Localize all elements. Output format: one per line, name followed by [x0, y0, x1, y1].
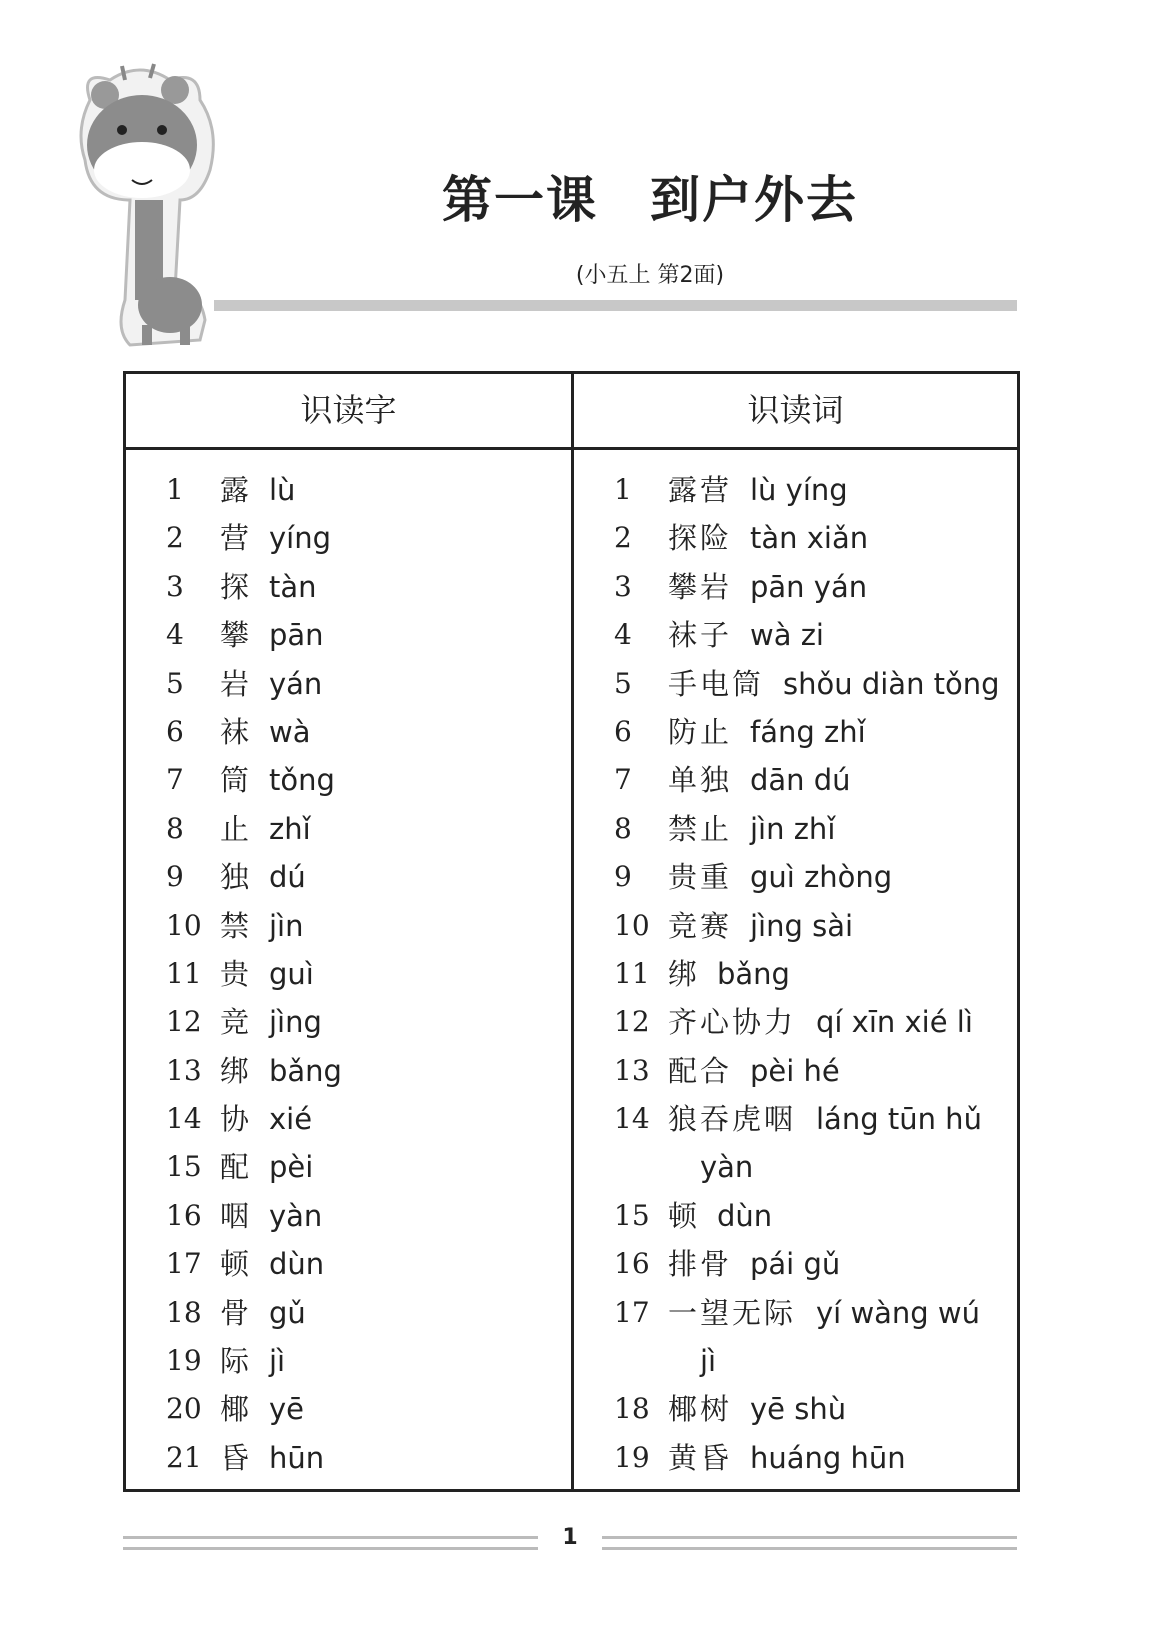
item-hanzi: 椰: [220, 1392, 253, 1427]
item-number: 15: [166, 1150, 202, 1184]
column-divider: [571, 374, 574, 1489]
list-item-continuation: [614, 1337, 1014, 1385]
list-item: [614, 611, 1014, 659]
lesson-title: 第一课 到户外去: [442, 171, 858, 229]
list-item-continuation: [614, 1143, 1014, 1191]
item-number: 8: [614, 811, 632, 845]
item-hanzi: 独: [220, 860, 253, 895]
vocab-table: [123, 371, 1020, 1492]
item-number: 15: [614, 1198, 650, 1232]
item-number: 21: [166, 1440, 202, 1474]
item-hanzi: 顿: [668, 1198, 701, 1233]
header-divider: [126, 447, 1017, 450]
list-item: [614, 998, 1014, 1046]
item-hanzi: 竞: [220, 1005, 253, 1040]
header-words: 识读词: [747, 391, 844, 429]
list-item: [614, 708, 1014, 756]
list-item: [166, 756, 556, 804]
item-number: 19: [614, 1440, 650, 1474]
item-pinyin: dān dú: [750, 763, 851, 798]
item-hanzi: 一望无际: [668, 1295, 797, 1330]
item-pinyin: yē shù: [750, 1392, 847, 1427]
item-pinyin-continued: jì: [700, 1344, 717, 1379]
item-number: 6: [166, 714, 184, 748]
list-item: [166, 1240, 556, 1288]
item-pinyin: lù: [269, 473, 296, 507]
item-hanzi: 骨: [220, 1295, 253, 1330]
item-pinyin: yē: [269, 1392, 305, 1427]
item-pinyin: xié: [269, 1102, 313, 1137]
list-item: [614, 1385, 1014, 1433]
item-pinyin: hūn: [269, 1440, 325, 1475]
words-list: [614, 466, 1014, 1482]
item-pinyin: wà: [269, 714, 311, 749]
item-number: 17: [614, 1295, 650, 1329]
item-hanzi: 贵: [220, 956, 253, 991]
giraffe-illustration: [70, 60, 230, 350]
item-pinyin: gǔ: [269, 1295, 306, 1330]
item-hanzi: 止: [220, 811, 253, 846]
item-pinyin: fáng zhǐ: [750, 714, 866, 749]
item-pinyin: yàn: [269, 1198, 323, 1233]
item-hanzi: 顿: [220, 1247, 253, 1282]
item-hanzi: 岩: [220, 666, 253, 701]
item-hanzi: 探险: [668, 521, 733, 556]
item-pinyin: jìn: [269, 908, 304, 943]
item-number: 9: [614, 860, 632, 894]
item-hanzi: 筒: [220, 763, 253, 798]
item-pinyin: jì: [269, 1344, 286, 1379]
item-pinyin: yán: [269, 666, 323, 701]
list-item: [166, 998, 556, 1046]
item-pinyin: shǒu diàn tǒng: [783, 666, 1000, 701]
title-rule: [214, 300, 1017, 311]
item-hanzi: 黄昏: [668, 1440, 733, 1475]
item-number: 12: [166, 1005, 202, 1039]
list-item: [166, 902, 556, 950]
list-item: [614, 902, 1014, 950]
item-number: 7: [614, 763, 632, 797]
item-hanzi: 齐心协力: [668, 1005, 797, 1040]
item-hanzi: 协: [220, 1102, 253, 1137]
item-hanzi: 排骨: [668, 1247, 733, 1282]
item-hanzi: 袜: [220, 714, 253, 749]
item-pinyin: huáng hūn: [750, 1440, 906, 1475]
list-item: [614, 563, 1014, 611]
item-pinyin: wà zi: [750, 618, 824, 653]
footer-rule-right: [602, 1536, 1017, 1550]
item-number: 12: [614, 1005, 650, 1039]
list-item: [614, 853, 1014, 901]
item-hanzi: 绑: [220, 1053, 253, 1088]
list-item: [166, 1192, 556, 1240]
item-number: 14: [166, 1102, 202, 1136]
item-pinyin-continued: yàn: [700, 1150, 754, 1185]
item-pinyin: dùn: [717, 1198, 773, 1233]
item-number: 8: [166, 811, 184, 845]
item-number: 14: [614, 1102, 650, 1136]
item-pinyin: zhǐ: [269, 811, 311, 846]
item-hanzi: 单独: [668, 763, 733, 798]
item-hanzi: 攀: [220, 618, 253, 653]
list-item: [166, 1385, 556, 1433]
item-number: 1: [614, 473, 632, 506]
list-item: [614, 756, 1014, 804]
item-pinyin: pèi hé: [750, 1053, 840, 1088]
list-item: [166, 1095, 556, 1143]
item-number: 18: [166, 1295, 202, 1329]
list-item: [166, 950, 556, 998]
item-pinyin: láng tūn hǔ: [816, 1102, 982, 1137]
item-hanzi: 防止: [668, 714, 733, 749]
list-item: [614, 1434, 1014, 1482]
item-number: 16: [166, 1198, 202, 1232]
item-hanzi: 袜子: [668, 618, 733, 653]
list-item: [614, 1047, 1014, 1095]
item-number: 5: [166, 666, 184, 700]
item-hanzi: 营: [220, 521, 253, 556]
list-item: [166, 514, 556, 562]
list-item: [166, 660, 556, 708]
item-hanzi: 贵重: [668, 860, 733, 895]
item-pinyin: tàn xiǎn: [750, 521, 869, 556]
item-number: 1: [166, 473, 184, 506]
item-hanzi: 椰树: [668, 1392, 733, 1427]
list-item: [614, 660, 1014, 708]
item-pinyin: jìng sài: [750, 908, 854, 943]
list-item: [166, 1289, 556, 1337]
item-number: 6: [614, 714, 632, 748]
list-item: [614, 514, 1014, 562]
list-item: [166, 1047, 556, 1095]
list-item: [166, 853, 556, 901]
item-pinyin: guì: [269, 956, 314, 991]
header-characters: 识读字: [300, 391, 397, 429]
item-number: 4: [614, 618, 632, 652]
item-pinyin: pái gǔ: [750, 1247, 841, 1282]
item-hanzi: 禁止: [668, 811, 733, 846]
item-number: 13: [166, 1053, 202, 1087]
item-pinyin: jìng: [269, 1005, 322, 1040]
item-pinyin: tǒng: [269, 763, 335, 798]
item-hanzi: 配: [220, 1150, 253, 1185]
item-hanzi: 手电筒: [668, 666, 765, 701]
item-number: 2: [166, 521, 184, 555]
item-pinyin: guì zhòng: [750, 860, 893, 895]
item-hanzi: 狼吞虎咽: [668, 1102, 797, 1137]
item-hanzi: 际: [220, 1344, 253, 1379]
item-pinyin: lù yíng: [750, 473, 848, 507]
item-hanzi: 昏: [220, 1440, 253, 1475]
list-item: [614, 466, 1014, 514]
list-item: [614, 1095, 1014, 1143]
item-number: 19: [166, 1344, 202, 1378]
list-item: [166, 1143, 556, 1191]
item-pinyin: pān: [269, 618, 324, 653]
item-number: 18: [614, 1392, 650, 1426]
item-pinyin: qí xīn xié lì: [816, 1005, 973, 1040]
item-number: 3: [614, 569, 632, 603]
item-pinyin: bǎng: [269, 1053, 342, 1088]
item-hanzi: 露: [220, 473, 253, 507]
item-hanzi: 竞赛: [668, 908, 733, 943]
list-item: [166, 466, 556, 514]
item-hanzi: 禁: [220, 908, 253, 943]
list-item: [614, 1192, 1014, 1240]
item-number: 13: [614, 1053, 650, 1087]
list-item: [166, 805, 556, 853]
list-item: [166, 1337, 556, 1385]
item-number: 9: [166, 860, 184, 894]
item-pinyin: dú: [269, 860, 306, 895]
item-number: 5: [614, 666, 632, 700]
item-pinyin: bǎng: [717, 956, 790, 991]
item-hanzi: 咽: [220, 1198, 253, 1233]
item-pinyin: tàn: [269, 569, 317, 604]
item-pinyin: pèi: [269, 1150, 314, 1185]
item-hanzi: 攀岩: [668, 569, 733, 604]
item-hanzi: 配合: [668, 1053, 733, 1088]
lesson-subtitle: (小五上 第2面): [575, 263, 725, 288]
item-number: 2: [614, 521, 632, 555]
item-number: 11: [614, 956, 650, 990]
list-item: [614, 1240, 1014, 1288]
list-item: [614, 950, 1014, 998]
item-number: 4: [166, 618, 184, 652]
item-number: 10: [166, 908, 202, 942]
list-item: [614, 1289, 1014, 1337]
item-pinyin: yí wàng wú: [816, 1295, 981, 1330]
item-hanzi: 绑: [668, 956, 701, 991]
item-pinyin: pān yán: [750, 569, 868, 604]
item-number: 7: [166, 763, 184, 797]
item-number: 17: [166, 1247, 202, 1281]
page-number: 1: [562, 1525, 578, 1550]
list-item: [166, 1434, 556, 1482]
item-number: 20: [166, 1392, 202, 1426]
list-item: [166, 563, 556, 611]
item-number: 11: [166, 956, 202, 990]
list-item: [166, 611, 556, 659]
item-hanzi: 探: [220, 569, 253, 604]
item-pinyin: yíng: [269, 521, 332, 556]
list-item: [166, 708, 556, 756]
item-hanzi: 露营: [668, 473, 733, 507]
item-number: 3: [166, 569, 184, 603]
footer-rule-left: [123, 1536, 538, 1550]
item-number: 16: [614, 1247, 650, 1281]
characters-list: [166, 466, 556, 1482]
item-pinyin: jìn zhǐ: [750, 811, 836, 846]
list-item: [614, 805, 1014, 853]
item-number: 10: [614, 908, 650, 942]
item-pinyin: dùn: [269, 1247, 325, 1282]
